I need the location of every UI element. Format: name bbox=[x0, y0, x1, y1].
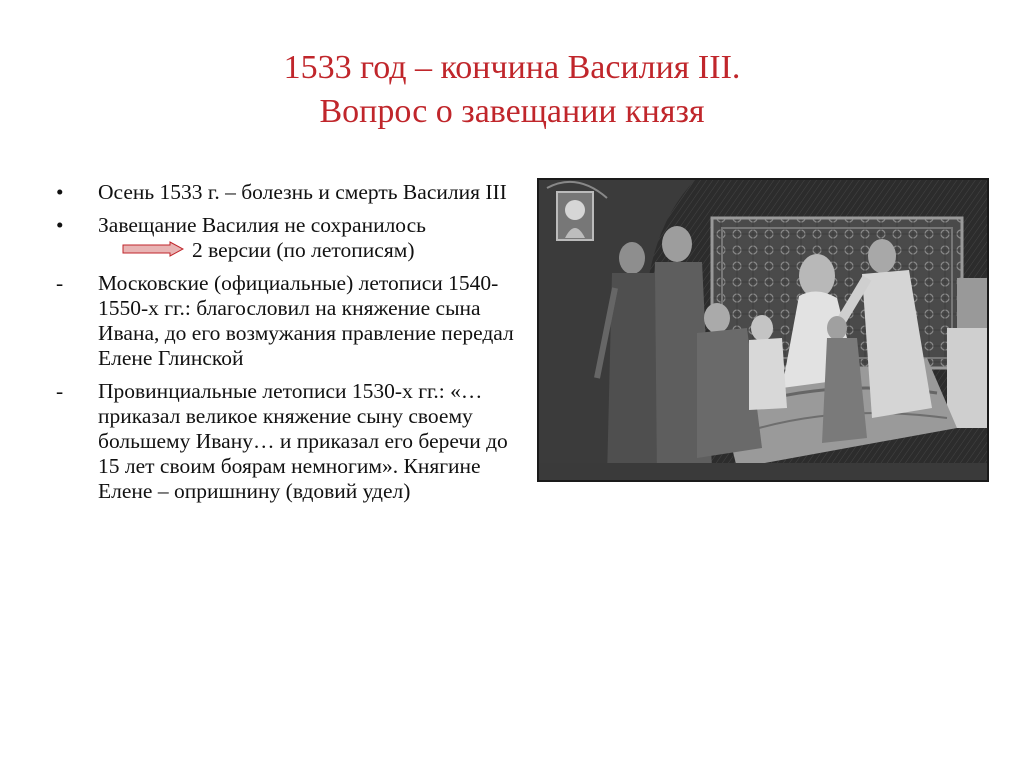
title-line-2: Вопрос о завещании князя bbox=[319, 93, 705, 130]
engraving-picture bbox=[537, 178, 989, 482]
list-item-text: Провинциальные летописи 1530-х гг.: «…приказал великое княжение сыну своему большему Ивану… и приказал его беречи до 15 лет своим боярам немногим». Княгине Елене – опришнину (вдовий удел) bbox=[98, 379, 508, 503]
list-item bbox=[56, 379, 516, 504]
slide-title bbox=[0, 46, 1024, 134]
list-item bbox=[56, 213, 516, 263]
right-arrow-icon bbox=[122, 238, 184, 263]
bullet-marker: • bbox=[56, 213, 64, 237]
list-item bbox=[56, 180, 516, 205]
list-item bbox=[56, 271, 516, 371]
list-item-text: Осень 1533 г. – болезнь и смерть Василия III bbox=[98, 180, 507, 204]
engraving-deathbed-scene-icon bbox=[537, 178, 989, 482]
list-item-text bbox=[98, 213, 516, 263]
bullet-marker: • bbox=[56, 180, 64, 204]
list-item-text: Московские (официальные) летописи 1540-1550-х гг.: благословил на княжение сына Ивана, до его возмужания правление передал Елене Глинской bbox=[98, 271, 514, 370]
title-line-1: 1533 год – кончина Василия III. bbox=[283, 49, 741, 86]
list-item-text-after-arrow: 2 версии (по летописям) bbox=[192, 238, 415, 262]
bullet-list bbox=[56, 180, 516, 512]
list-item-text-before-arrow: Завещание Василия не сохранилось bbox=[98, 213, 426, 237]
dash-marker: - bbox=[56, 271, 64, 295]
dash-marker: - bbox=[56, 379, 64, 403]
